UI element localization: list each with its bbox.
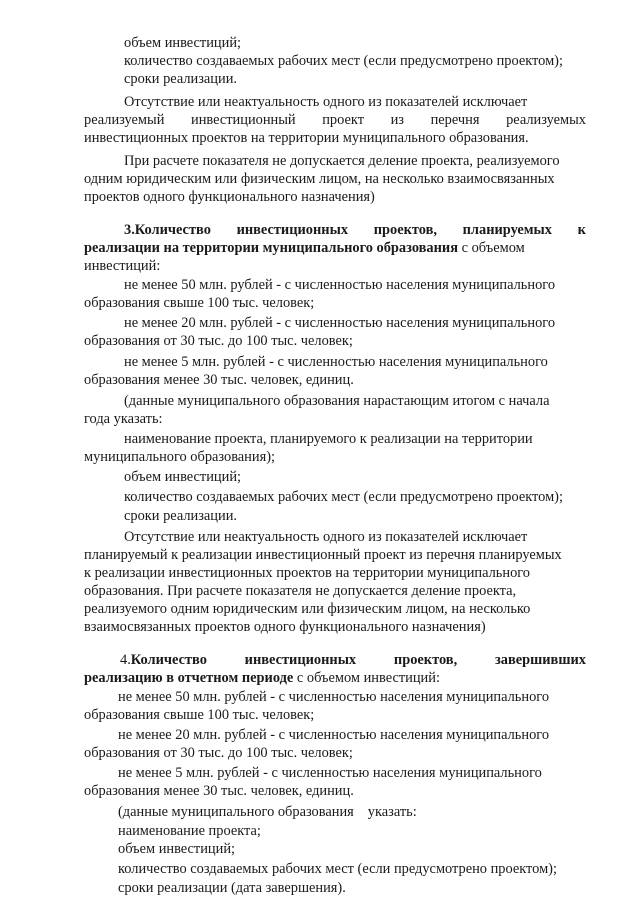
text-line: сроки реализации (дата завершения).	[118, 880, 346, 896]
text-line: образования от 30 тыс. до 100 тыс. человек;	[84, 745, 353, 761]
text-line: наименование проекта;	[118, 823, 261, 839]
text-line: (данные муниципального образования нарастающим итогом с начала	[124, 393, 550, 409]
text-line	[118, 804, 417, 821]
text-line: образования от 30 тыс. до 100 тыс. человек;	[84, 333, 353, 349]
heading-rest: с объемом инвестиций:	[296, 670, 440, 686]
text-line: муниципального образования);	[84, 449, 275, 465]
text-line: не менее 20 млн. рублей - с численностью населения муниципального	[124, 315, 556, 331]
text-line: образования. При расчете показателя не допускается деление проекта,	[84, 583, 517, 599]
word: Количество	[130, 652, 207, 668]
text-line: При расчете показателя не допускается деление проекта, реализуемого	[124, 153, 560, 169]
word: реализуемый	[84, 112, 165, 128]
text-line: количество создаваемых рабочих мест (если предусмотрено проектом);	[124, 489, 563, 505]
word: проектов,	[393, 652, 458, 668]
word: из	[390, 112, 404, 128]
justified-line	[84, 112, 586, 129]
text-line: объем инвестиций;	[118, 841, 236, 857]
text-line: образования менее 30 тыс. человек, единиц.	[84, 783, 354, 799]
section3-heading-line2	[84, 240, 525, 257]
heading-bold: реализацию в отчетном периоде	[84, 670, 294, 686]
text-line: объем инвестиций;	[124, 469, 242, 485]
text-line: инвестиций:	[84, 258, 161, 274]
word: реализуемых	[506, 112, 586, 128]
word: 3.Количество	[124, 222, 211, 238]
data-note: (данные муниципального образования	[118, 804, 354, 820]
text-line: не менее 20 млн. рублей - с численностью населения муниципального	[118, 727, 550, 743]
word: проект	[322, 112, 364, 128]
text-line: объем инвестиций;	[124, 35, 242, 51]
text-line: года указать:	[84, 411, 163, 427]
text-line: сроки реализации.	[124, 71, 237, 87]
word: перечня	[430, 112, 480, 128]
word: проектов,	[373, 222, 437, 238]
word: планируемых	[462, 222, 552, 238]
text-line: проектов одного функционального назначения)	[84, 189, 375, 205]
text-line: Отсутствие или неактуальность одного из показателей исключает	[124, 529, 528, 545]
word: к	[577, 222, 586, 238]
text-line: наименование проекта, планируемого к реализации на территории	[124, 431, 533, 447]
text-line: образования свыше 100 тыс. человек;	[84, 707, 315, 723]
text-line: образования свыше 100 тыс. человек;	[84, 295, 315, 311]
text-line: планируемый к реализации инвестиционный проект из перечня планируемых	[84, 547, 562, 563]
text-line: сроки реализации.	[124, 508, 237, 524]
text-line: одним юридическим или физическим лицом, на несколько взаимосвязанных	[84, 171, 555, 187]
text-line: количество создаваемых рабочих мест (если предусмотрено проектом);	[118, 861, 557, 877]
text-line: количество создаваемых рабочих мест (если предусмотрено проектом);	[124, 53, 563, 69]
text-line: реализуемого одним юридическим или физическим лицом, на несколько	[84, 601, 531, 617]
text-line: инвестиционных проектов на территории муниципального образования.	[84, 130, 529, 146]
section4-heading	[120, 652, 586, 669]
word: инвестиционных	[244, 652, 357, 668]
text-line: Отсутствие или неактуальность одного из показателей исключает	[124, 94, 528, 110]
heading-start	[120, 652, 207, 669]
section-number: 4.	[120, 652, 131, 668]
word: инвестиционных	[236, 222, 349, 238]
word: инвестиционный	[191, 112, 296, 128]
word: завершивших	[494, 652, 586, 668]
text-line: не менее 50 млн. рублей - с численностью населения муниципального	[124, 277, 556, 293]
data-note-specify: указать:	[367, 804, 417, 820]
section4-heading-line2	[84, 670, 440, 687]
text-line: не менее 5 млн. рублей - с численностью населения муниципального	[118, 765, 542, 781]
text-line: не менее 50 млн. рублей - с численностью населения муниципального	[118, 689, 550, 705]
section3-heading	[124, 222, 586, 239]
text-line: к реализации инвестиционных проектов на территории муниципального	[84, 565, 531, 581]
heading-rest: с объемом	[461, 240, 525, 256]
heading-bold: реализации на территории муниципального образования	[84, 240, 459, 256]
text-line: не менее 5 млн. рублей - с численностью населения муниципального	[124, 354, 548, 370]
text-line: образования менее 30 тыс. человек, единиц.	[84, 372, 354, 388]
text-line: взаимосвязанных проектов одного функционального назначения)	[84, 619, 486, 635]
